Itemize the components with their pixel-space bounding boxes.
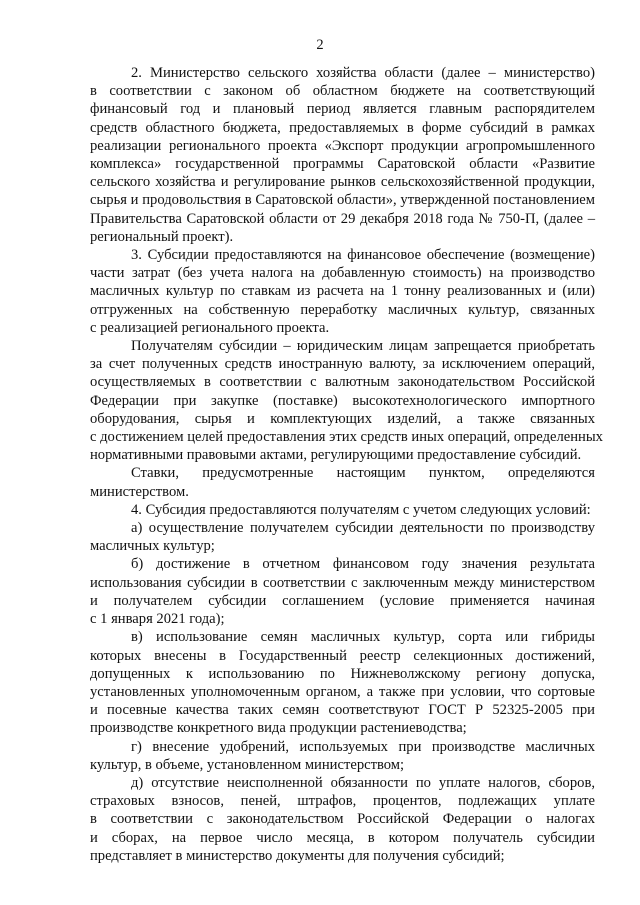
paragraph-item-2 (90, 64, 595, 246)
paragraph-rates (90, 464, 595, 500)
text-line: а) осуществление получателем субсидии деятельности по производству (131, 520, 595, 537)
text-line: в соответствии с законодательством Российской Федерации о налогах (90, 811, 595, 828)
paragraph-item-4 (90, 501, 595, 519)
paragraph-item-4d (90, 774, 595, 865)
text-line: министерством. (90, 483, 189, 500)
text-line: с реализацией регионального проекта. (90, 319, 330, 336)
text-line: производстве конкретного вида продукции растениеводства; (90, 720, 467, 737)
text-line: д) отсутствие неисполненной обязанности по уплате налогов, сборов, (131, 774, 595, 791)
text-line: 3. Субсидии предоставляются на финансовое обеспечение (возмещение) (131, 247, 595, 264)
text-line: и получателем субсидии соглашением (условие применяется начиная (90, 592, 595, 609)
text-line: в) использование семян масличных культур, сорта или гибриды (131, 629, 595, 646)
text-line: установленных уполномоченным органом, а также при условии, что сортовые (90, 683, 595, 700)
text-line: которых внесены в Государственный реестр селекционных достижений, (90, 647, 595, 664)
text-line: средств областного бюджета, предоставляемых в форме субсидий в рамках (90, 119, 595, 136)
text-line: сырья и продовольствия в Саратовской области», утвержденной постановлением (90, 192, 595, 209)
text-line: Ставки, предусмотренные настоящим пунктом, определяются (131, 465, 595, 482)
text-line: части затрат (без учета налога на добавленную стоимость) на производство (90, 265, 595, 282)
text-line: 2. Министерство сельского хозяйства области (далее – министерство) (131, 65, 595, 81)
text-line: за счет полученных средств иностранную валюту, за исключением операций, (90, 356, 595, 373)
page-number: 2 (316, 37, 324, 53)
text-line: культур, в объеме, установленном министерством; (90, 756, 405, 773)
paragraph-item-3 (90, 246, 595, 337)
text-line: отгруженных на собственную переработку масличных культур, связанных (90, 301, 595, 318)
text-line: оборудования, сырья и комплектующих изделий, а также связанных (90, 410, 595, 427)
text-line: финансовый год и плановый период является главным распорядителем (90, 101, 595, 118)
text-line: с достижением целей предоставления этих средств иных операций, определенных (90, 429, 603, 446)
text-line: г) внесение удобрений, используемых при производстве масличных (131, 738, 595, 755)
text-line: и посевные качества таких семян соответствуют ГОСТ Р 52325-2005 при (90, 702, 595, 719)
text-line: осуществляемых в соответствии с валютным законодательством Российской (90, 374, 595, 391)
text-line: б) достижение в отчетном финансовом году значения результата (131, 556, 595, 573)
paragraph-item-4g (90, 738, 595, 774)
text-line: масличных культур по ставкам из расчета на 1 тонну реализованных и (или) (90, 283, 595, 300)
text-line: 4. Субсидия предоставляются получателям с учетом следующих условий: (131, 501, 591, 518)
text-line: реализации регионального проекта «Экспорт продукции агропромышленного (90, 137, 595, 154)
text-line: масличных культур; (90, 538, 215, 555)
paragraph-item-4a (90, 519, 595, 555)
paragraph-currency-restriction (90, 337, 603, 464)
paragraph-item-4b (90, 555, 595, 628)
text-line: комплекса» государственной программы Саратовской области «Развитие (90, 156, 595, 173)
text-line: использования субсидии в соответствии с заключенным между министерством (90, 574, 595, 591)
text-line: допущенных к использованию по Нижневолжскому региону допуска, (90, 665, 595, 682)
text-line: Получателям субсидии – юридическим лицам запрещается приобретать (131, 338, 595, 355)
text-line: в соответствии с законом об областном бюджете на соответствующий (90, 83, 595, 100)
text-line: нормативными правовыми актами, регулирующими предоставление субсидий. (90, 447, 582, 464)
text-line: региональный проект). (90, 228, 234, 245)
text-line: страховых взносов, пеней, штрафов, процентов, подлежащих уплате (90, 793, 595, 810)
text-line: с 1 января 2021 года); (90, 611, 225, 628)
paragraph-item-4v (90, 628, 595, 737)
text-line: представляет в министерство документы для получения субсидий; (90, 847, 505, 864)
text-line: Федерации при закупке (поставке) высокотехнологического импортного (90, 392, 595, 409)
text-line: и сборах, на первое число месяца, в котором получатель субсидии (90, 829, 595, 846)
text-line: Правительства Саратовской области от 29 декабря 2018 года № 750-П, (далее – (90, 210, 595, 227)
text-line: сельского хозяйства и регулирование рынков сельскохозяйственной продукции, (90, 174, 595, 191)
document-body (90, 64, 603, 865)
